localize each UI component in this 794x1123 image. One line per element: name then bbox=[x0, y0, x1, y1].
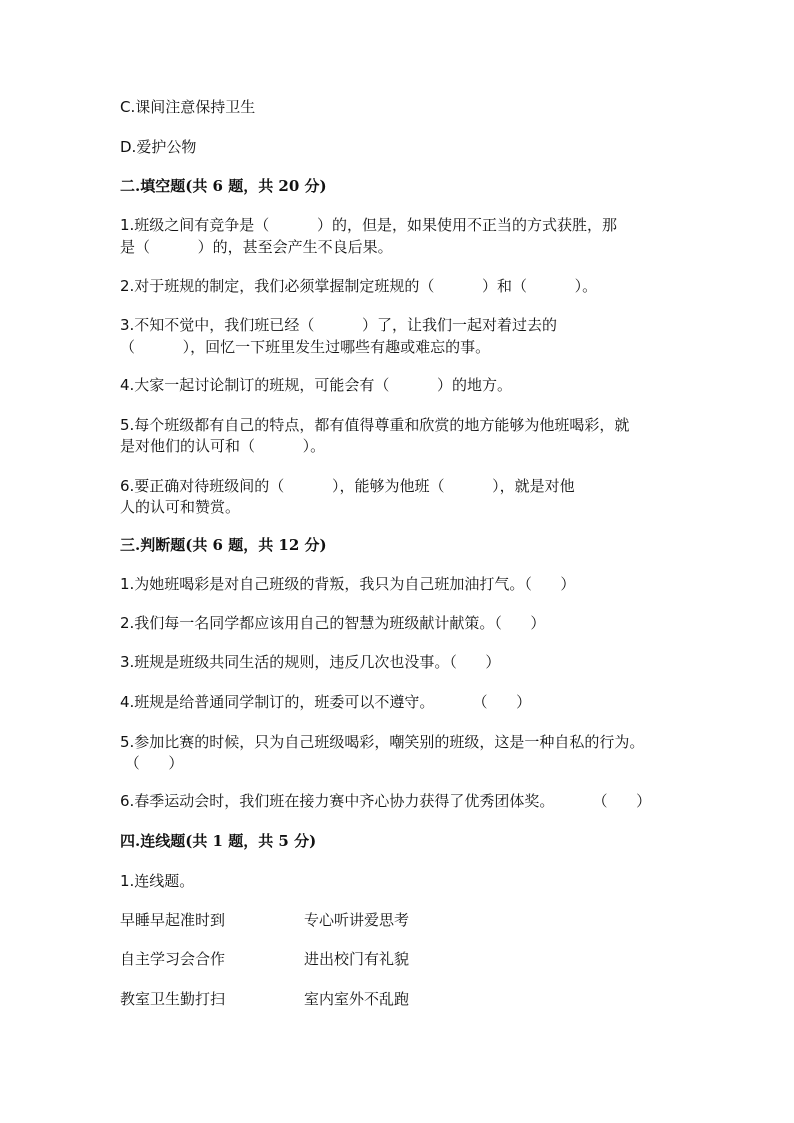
fill-q4: 4.大家一起讨论制订的班规，可能会有（ ）的地方。 bbox=[120, 376, 512, 394]
fill-q6-line1: 6.要正确对待班级间的（ ），能够为他班（ ），就是对他 bbox=[120, 477, 575, 495]
judge-q2: 2.我们每一名同学都应该用自己的智慧为班级献计献策。（ ） bbox=[120, 614, 546, 632]
match-left-item: 教室卫生勤打扫 bbox=[120, 990, 226, 1008]
judge-q4: 4.班规是给普通同学制订的，班委可以不遵守。 （ ） bbox=[120, 693, 532, 711]
fill-q5-line1: 5.每个班级都有自己的特点，都有值得尊重和欣赏的地方能够为他班喝彩，就 bbox=[120, 416, 630, 434]
match-right-item: 进出校门有礼貌 bbox=[304, 950, 410, 968]
fill-q3-line1: 3.不知不觉中，我们班已经（ ）了，让我们一起对着过去的 bbox=[120, 316, 557, 334]
judge-q3: 3.班规是班级共同生活的规则，违反几次也没事。（ ） bbox=[120, 653, 501, 671]
judge-q5-line1: 5.参加比赛的时候，只为自己班级喝彩，嘲笑别的班级，这是一种自私的行为。 bbox=[120, 733, 645, 751]
fill-q5-line2: 是对他们的认可和（ ）。 bbox=[120, 437, 326, 455]
judge-q6: 6.春季运动会时，我们班在接力赛中齐心协力获得了优秀团体奖。 （ ） bbox=[120, 792, 652, 810]
match-right-item: 室内室外不乱跑 bbox=[304, 990, 410, 1008]
match-right-item: 专心听讲爱思考 bbox=[304, 911, 410, 929]
match-left-item: 自主学习会合作 bbox=[120, 950, 226, 968]
matching-q1: 1.连线题。 bbox=[120, 872, 195, 890]
option-d: D.爱护公物 bbox=[120, 138, 197, 156]
fill-q1-line2: 是（ ）的，甚至会产生不良后果。 bbox=[120, 238, 393, 256]
option-c: C.课间注意保持卫生 bbox=[120, 98, 256, 116]
fill-q2: 2.对于班规的制定，我们必须掌握制定班规的（ ）和（ ）。 bbox=[120, 277, 598, 295]
section-matching-heading: 四.连线题(共 1 题，共 5 分) bbox=[120, 832, 317, 850]
fill-q3-line2: （ ），回忆一下班里发生过哪些有趣或难忘的事。 bbox=[120, 338, 491, 356]
judge-q5-line2: （ ） bbox=[120, 754, 184, 772]
judge-q1: 1.为她班喝彩是对自己班级的背叛，我只为自己班加油打气。（ ） bbox=[120, 575, 576, 593]
fill-q6-line2: 人的认可和赞赏。 bbox=[120, 498, 241, 516]
match-left-item: 早睡早起准时到 bbox=[120, 911, 226, 929]
section-judgement-heading: 三.判断题(共 6 题，共 12 分) bbox=[120, 536, 327, 554]
section-fill-blank-heading: 二.填空题(共 6 题，共 20 分) bbox=[120, 177, 327, 195]
fill-q1-line1: 1.班级之间有竞争是（ ）的，但是，如果使用不正当的方式获胜，那 bbox=[120, 216, 617, 234]
